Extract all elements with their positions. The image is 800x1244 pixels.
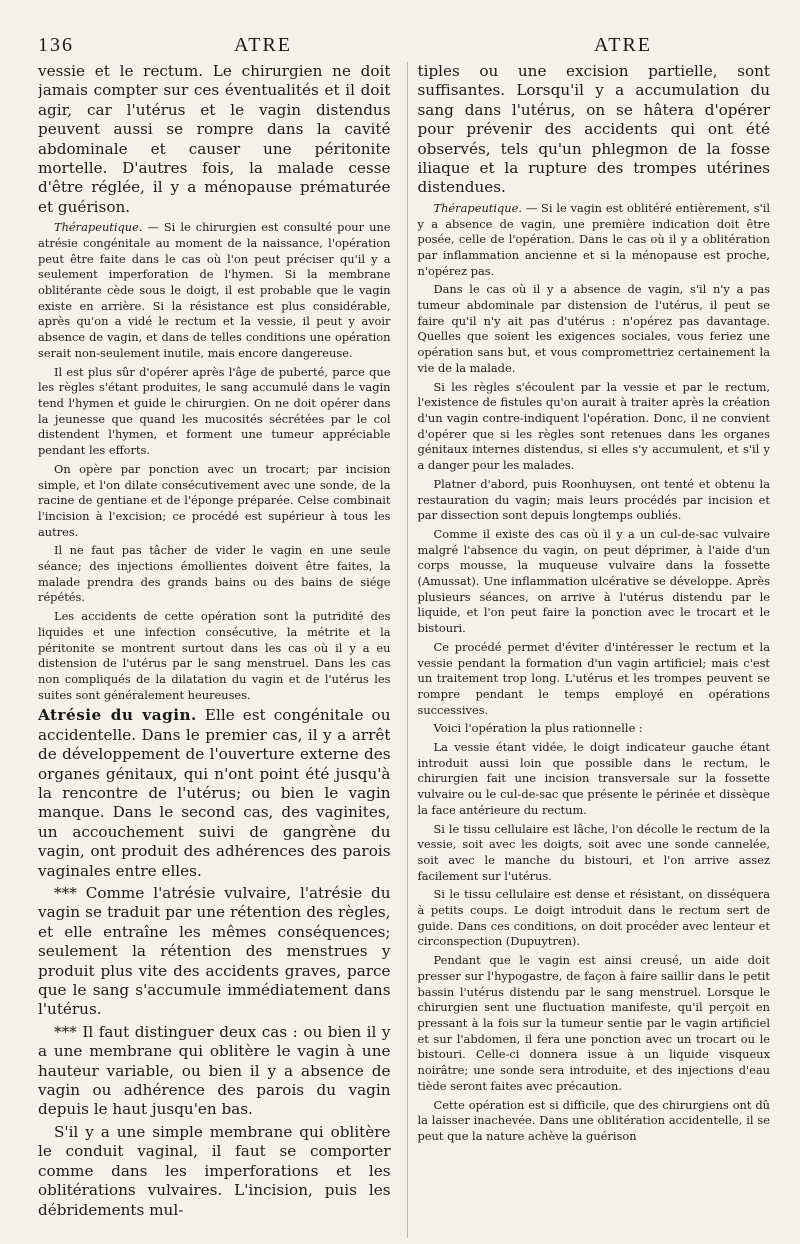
paragraph-text: Il est plus sûr d'opérer après l'âge de puberté, parce que les règles s'étant produites, le sang accumulé dans le vagin tend l'hymen et guide le chirurgien. On ne doit opérer dans la jeunesse que quand les mucosités sécrétées par le col distendent l'hymen, et forment une tumeur appréciable pendant les efforts. [38, 364, 391, 458]
paragraph [38, 706, 391, 881]
paragraph [38, 462, 391, 541]
left-column [38, 62, 391, 1238]
page-header [34, 28, 766, 54]
paragraph-text: Si les règles s'écoulent par la vessie et par le rectum, l'existence de fistules qu'on aurait à traiter après la création d'un vagin contre-indiquent l'opération. Donc, il ne convient d'opérer que si les règles sont retenues dans les organes génitaux internes distendus, si elles s'y accumulent, et s'il y a danger pour les malades. [417, 379, 770, 473]
paragraph-text: Dans le cas où il y a absence de vagin, s'il n'y a pas tumeur abdominale par distension de l'utérus, il peut se faire qu'il n'y ait pas d'utérus : n'opérez pas davantage. Quelles que soient les exigences sociales, vous feriez une opération sans but, et vous compromettriez certainement la vie de la malade. [417, 282, 770, 375]
paragraph-lead: Thérapeutique. [433, 200, 522, 215]
paragraph-text: *** Il faut distinguer deux cas : ou bien il y a une membrane qui oblitère le vagin à une hauteur variable, ou bien il y a absence de vagin ou adhérence des parois du vagin depuis le haut jusqu'en bas. [38, 1022, 391, 1119]
paragraph-text: Voici l'opération la plus rationnelle : [433, 721, 643, 736]
paragraph [418, 822, 771, 885]
paragraph-text: Comme il existe des cas où il y a un cul-de-sac vulvaire malgré l'absence du vagin, on peut déprimer, à l'aide d'un corps mousse, la muqueuse vulvaire dans la fossette (Amussat). Une inflammation ulcérative se développe. Après plusieurs séances, on arrive à l'utérus distendu par le liquide, et l'on peut faire la ponction avec le trocart et le bistouri. [417, 526, 770, 636]
paragraph-lead: Thérapeutique. [54, 220, 143, 235]
right-column [407, 62, 771, 1238]
paragraph-lead: Atrésie du vagin. [38, 706, 197, 725]
paragraph-text: — Si le chirurgien est consulté pour une atrésie congénitale au moment de la naissance, l'opération peut être faite dans le cas où l'on peut préciser qu'il y a seulement imperforation de l'hymen. Si la membrane oblitérante cède sous le doigt, il est probable que le vagin existe en arrière. Si la résistance est plus considérable, après qu'on a vidé le rectum et la vessie, il peut y avoir absence de vagin, et dans de telles conditions une opération serait non-seulement inutile, mais encore dangereuse. [38, 220, 391, 360]
paragraph-text: Il ne faut pas tâcher de vider le vagin en une seule séance; des injections émollientes doivent être faites, la malade prendra des grands bains ou des bains de siége répétés. [38, 543, 391, 605]
paragraph-text: On opère par ponction avec un trocart; par incision simple, et l'on dilate consécutivement avec une sonde, de la racine de gentiane et de l'éponge préparée. Celse combinait l'incision à l'excision; ce procédé est supérieur à tous les autres. [38, 461, 391, 539]
paragraph-text: Ce procédé permet d'éviter d'intéresser le rectum et la vessie pendant la formation d'un vagin artificiel; mais c'est un traitement trop long. L'utérus et les trompes peuvent se rompre pendant le temps employé en opérations successives. [417, 639, 770, 717]
paragraph [418, 380, 771, 474]
paragraph [418, 527, 771, 637]
paragraph-text: Elle est congénitale ou accidentelle. Dans le premier cas, il y a arrêt de développement de l'ouverture externe des organes génitaux, qui n'ont point été jusqu'à la rencontre de l'utérus; ou bien le vagin manque. Dans le second cas, des vaginites, un accouchement suivi de gangrène du vagin, ont produit des adhérences des parois vaginales entre elles. [38, 706, 391, 880]
paragraph-text: Cette opération est si difficile, que des chirurgiens ont dû la laisser inachevée. Dans une oblitération accidentelle, il se peut que la nature achève la guérison [417, 1097, 770, 1143]
paragraph [38, 220, 391, 361]
paragraph-text: Pendant que le vagin est ainsi creusé, un aide doit presser sur l'hypogastre, de façon à faire saillir dans le petit bassin l'utérus distendu par le sang menstruel. Lorsque le chirurgien sent une fluctuation manifeste, qu'il perçoit en pressant à la fois sur la tumeur sentie par le vagin artificiel et sur l'abdomen, il fera une ponction avec un trocart ou le bistouri. Celle-ci donnera issue à un liquide visqueux noirâtre; une sonde sera introduite, et des injections d'eau tiède seront faites avec précaution. [417, 953, 770, 1093]
paragraph [418, 740, 771, 819]
paragraph-text: *** Comme l'atrésie vulvaire, l'atrésie du vagin se traduit par une rétention des règles, et elle entraîne les mêmes conséquences; seulement la rétention des menstrues y produit plus vite des accidents graves, parce que le sang s'accumule immédiatement dans l'utérus. [38, 884, 391, 1019]
paragraph-text: Les accidents de cette opération sont la putridité des liquides et une infection consécutive, la métrite et la péritonite se montrent surtout dans les cas où il y a eu distension de l'utérus par le sang menstruel. Dans les cas non compliqués de la dilatation du vagin et de l'utérus les suites sont généralement heureuses. [38, 609, 391, 702]
paragraph-text: S'il y a une simple membrane qui oblitère le conduit vaginal, il faut se comporter comme dans les imperforations et les oblitérations vulvaires. L'incision, puis les débridements mul- [38, 1122, 391, 1219]
running-title-left: ATRE [234, 34, 292, 56]
paragraph-text: tiples ou une excision partielle, sont suffisantes. Lorsqu'il y a accumulation du sang dans l'utérus, on se hâtera d'opérer pour prévenir des accidents qui ont été observés, tels qu'un phlegmon de la fosse iliaque et la rupture des trompes utérines distendues. [417, 62, 770, 197]
paragraph [418, 1098, 771, 1145]
paragraph [38, 1123, 391, 1220]
text-columns [38, 62, 770, 1238]
paragraph-text: Si le tissu cellulaire est lâche, l'on décolle le rectum de la vessie, soit avec les doigts, soit avec une sonde cannelée, soit avec le manche du bistouri, et l'on arrive assez facilement sur l'utérus. [417, 821, 770, 883]
paragraph-text: Platner d'abord, puis Roonhuysen, ont tenté et obtenu la restauration du vagin; mais leurs procédés par incision et par dissection sont depuis longtemps oubliés. [417, 476, 770, 523]
paragraph [38, 62, 391, 217]
paragraph [418, 953, 771, 1094]
paragraph [38, 884, 391, 1020]
paragraph [418, 640, 771, 719]
paragraph [418, 477, 771, 524]
paragraph [418, 887, 771, 950]
paragraph [38, 365, 391, 459]
paragraph-text: — Si le vagin est oblitéré entièrement, s'il y a absence de vagin, une première indication doit être posée, celle de l'opération. Dans le cas où il y a oblitération par inflammation ancienne et si la ménopause est proche, n'opérez pas. [417, 200, 770, 278]
paragraph [38, 1023, 391, 1120]
paragraph [418, 282, 771, 376]
paragraph [38, 609, 391, 703]
paragraph-text: vessie et le rectum. Le chirurgien ne doit jamais compter sur ces éventualités et il doit agir, car l'utérus et le vagin distendus peuvent aussi se rompre dans la cavité abdominale et causer une péritonite mortelle. D'autres fois, la malade cesse d'être réglée, il y a ménopause prématurée et guérison. [38, 62, 391, 216]
paragraph-text: Si le tissu cellulaire est dense et résistant, on disséquera à petits coups. Le doigt introduit dans le rectum sert de guide. Dans ces conditions, on doit procéder avec lenteur et circonspection (Dupuytren). [417, 887, 770, 949]
paragraph [418, 62, 771, 198]
page-number: 136 [38, 34, 74, 56]
running-title-right: ATRE [594, 34, 652, 56]
paragraph [38, 543, 391, 606]
paragraph [418, 721, 771, 737]
paragraph [418, 201, 771, 280]
paragraph-text: La vessie étant vidée, le doigt indicateur gauche étant introduit aussi loin que possible dans le rectum, le chirurgien fait une incision transversale sur la fossette vulvaire ou le cul-de-sac que présente le périnée et dissèque la face antérieure du rectum. [417, 740, 770, 817]
